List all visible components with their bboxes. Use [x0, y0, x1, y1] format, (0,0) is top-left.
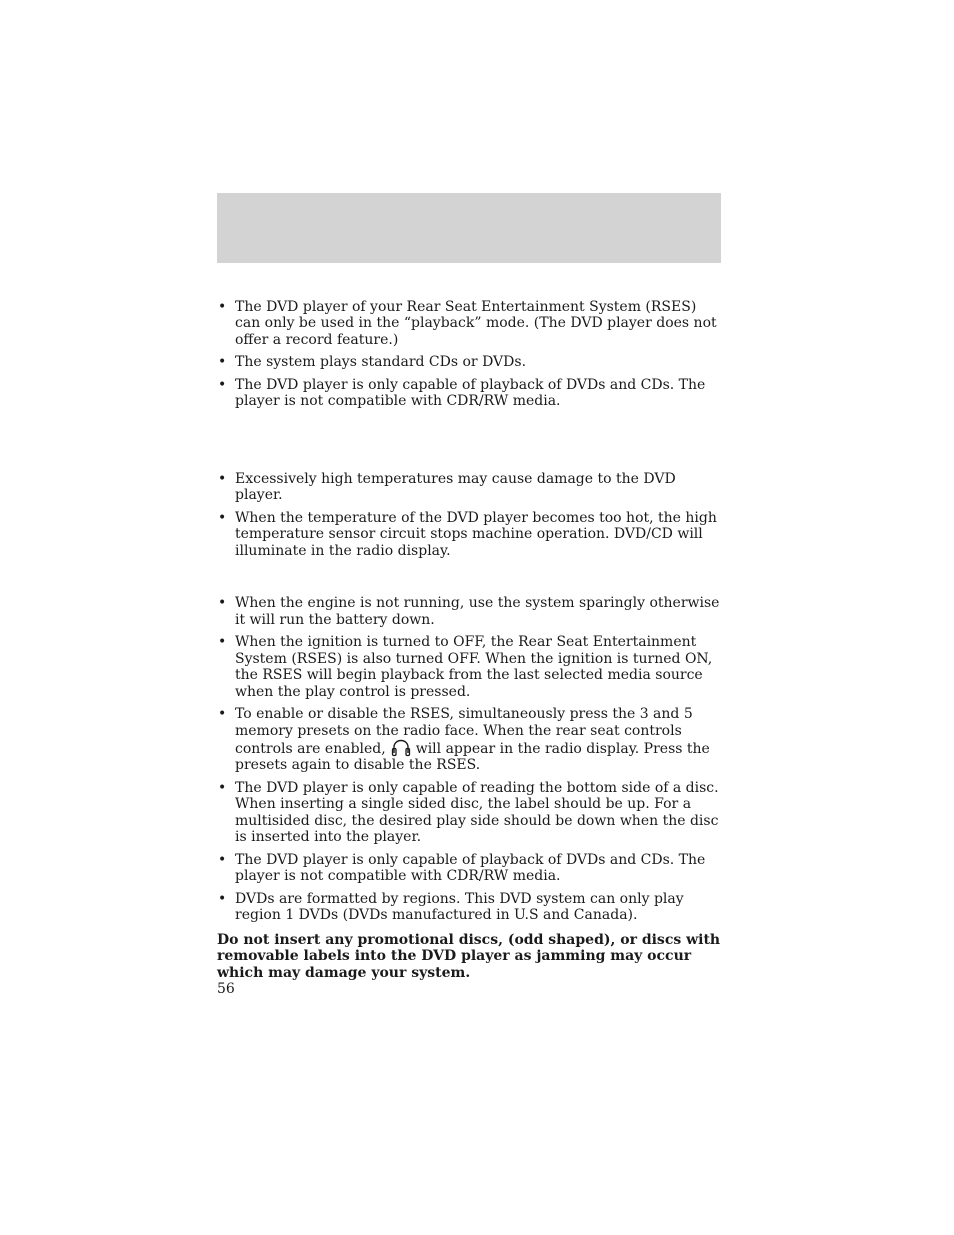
temperature-list [217, 471, 721, 559]
list-item: • When the ignition is turned to OFF, the Rear Seat Entertainment System (RSES) is also turned OFF. When the ignition is turned ON, the RSES will begin playback from the last selected media source when the play control is pressed. [217, 634, 721, 700]
enable-text-before: To enable or disable the RSES, simultaneously press the 3 and 5 memory presets on the radio face. When the rear seat controls controls are enabled, [235, 706, 693, 758]
enable-text-after: will appear in the radio display. Press the presets again to disable the RSES. [235, 741, 710, 774]
headphones-icon [390, 739, 412, 757]
list-item: • The DVD player is only capable of playback of DVDs and CDs. The player is not compatible with CDR/RW media. [217, 377, 721, 410]
list-item [217, 706, 721, 774]
list-item: • When the temperature of the DVD player becomes too hot, the high temperature sensor circuit stops machine operation. DVD/CD will illuminate in the radio display. [217, 510, 721, 559]
list-item: • When the engine is not running, use the system sparingly otherwise it will run the battery down. [217, 595, 721, 628]
list-item: • The DVD player is only capable of playback of DVDs and CDs. The player is not compatible with CDR/RW media. [217, 852, 721, 885]
list-item: • DVDs are formatted by regions. This DVD system can only play region 1 DVDs (DVDs manufactured in U.S and Canada). [217, 891, 721, 924]
warning-text: Do not insert any promotional discs, (odd shaped), or discs with removable labels into the DVD player as jamming may occur which may damage your system. [217, 931, 721, 981]
list-item: • Excessively high temperatures may cause damage to the DVD player. [217, 471, 721, 504]
dvd-info-list [217, 299, 721, 410]
page-number: 56 [217, 981, 235, 997]
section-header-band [217, 193, 721, 263]
list-item: • The system plays standard CDs or DVDs. [217, 354, 721, 370]
page-content [217, 299, 721, 981]
operation-list [217, 595, 721, 923]
list-item: • The DVD player of your Rear Seat Entertainment System (RSES) can only be used in the “playback” mode. (The DVD player does not offer a record feature.) [217, 299, 721, 348]
list-item: • The DVD player is only capable of reading the bottom side of a disc. When inserting a single sided disc, the label should be up. For a multisided disc, the desired play side should be down when the disc is inserted into the player. [217, 780, 721, 846]
